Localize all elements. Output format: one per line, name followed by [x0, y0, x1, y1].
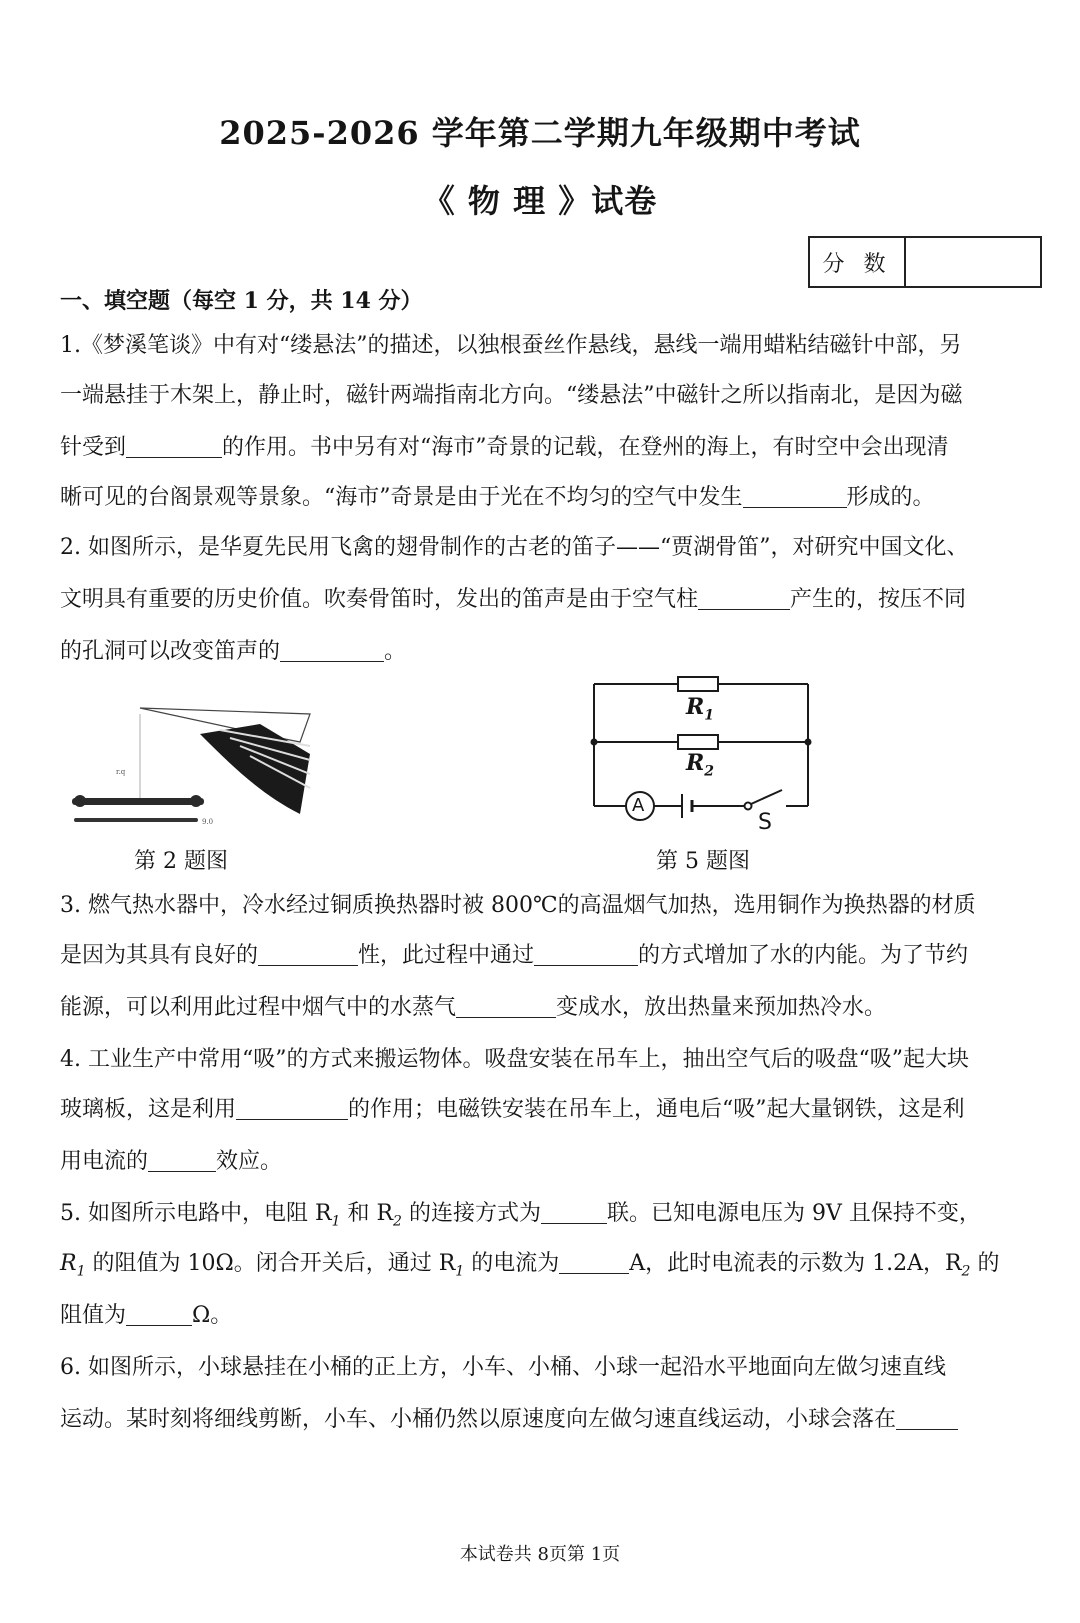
q4-line1: 4. 工业生产中常用“吸”的方式来搬运物体。吸盘安装在吊车上，抽出空气后的吸盘“吸”起大块 [60, 1047, 969, 1072]
q5-line1 [60, 1196, 981, 1229]
q5-line3 [60, 1298, 232, 1329]
q2-text: 。 [384, 639, 407, 664]
score-box [808, 236, 1042, 288]
q1-line1: 1.《梦溪笔谈》中有对“缕悬法”的描述，以独根蚕丝作悬线，悬线一端用蜡粘结磁针中部，另 [60, 333, 962, 358]
q3-text: 变成水，放出热量来预加热冷水。 [556, 995, 887, 1020]
subscript: 2 [961, 1263, 971, 1280]
resistor-r2-label [686, 750, 714, 779]
q4-text: 的作用；电磁铁安装在吊车上，通电后“吸”起大量钢铁，这是利 [348, 1097, 965, 1122]
q5-text: 的电流为 [464, 1251, 560, 1276]
r1-letter: R [686, 694, 705, 720]
answer-blank[interactable] [541, 1201, 607, 1224]
q5-text: 的阻值为 10Ω。闭合开关后，通过 R [85, 1251, 456, 1276]
score-label: 分 数 [810, 238, 906, 286]
figure-5-caption: 第 5 题图 [656, 849, 750, 874]
q2-line2 [60, 582, 966, 613]
ammeter-label: A [632, 795, 645, 816]
q4-text: 效应。 [216, 1149, 283, 1174]
answer-blank[interactable] [280, 639, 384, 662]
resistor-r1-label [686, 694, 714, 723]
q5-text: 阻值为 [60, 1303, 127, 1328]
q3-text: 能源，可以利用此过程中烟气中的水蒸气 [60, 995, 457, 1020]
page-footer: 本试卷共 8页第 1页 [459, 1544, 621, 1565]
answer-blank[interactable] [896, 1407, 958, 1430]
q3-line2 [60, 938, 968, 969]
subject-title: 《 物 理 》试卷 [422, 182, 658, 220]
q5-text: A，此时电流表的示数为 1.2A，R [629, 1251, 962, 1276]
r1-subscript: 1 [704, 707, 715, 724]
figure-2-caption: 第 2 题图 [134, 849, 228, 874]
q1-line3 [60, 430, 949, 461]
figure-2 [60, 694, 320, 834]
bone-flute-illustration [60, 694, 320, 834]
exam-title: 2025-2026 学年第二学期九年级期中考试 [219, 114, 861, 152]
q5-text: R [60, 1251, 77, 1276]
answer-blank[interactable] [534, 943, 638, 966]
subscript: 2 [393, 1213, 402, 1230]
q1-text: 针受到 [60, 435, 127, 460]
switch-label: S [758, 810, 772, 835]
q3-line1: 3. 燃气热水器中，冷水经过铜质换热器时被 800℃的高温烟气加热，选用铜作为换热器的材质 [60, 893, 976, 918]
q5-text: 的连接方式为 [401, 1201, 541, 1226]
q3-text: 性，此过程中通过 [358, 943, 535, 968]
subscript: 1 [76, 1263, 86, 1280]
score-value-cell[interactable] [906, 238, 1040, 286]
r2-letter: R [686, 750, 705, 776]
q3-line3 [60, 990, 886, 1021]
answer-blank[interactable] [258, 943, 358, 966]
q4-text: 用电流的 [60, 1149, 149, 1174]
figure-5-circuit [586, 672, 826, 842]
q5-text: 和 R [340, 1201, 394, 1226]
svg-text:r.q: r.q [116, 768, 126, 776]
q5-text: Ω。 [192, 1303, 233, 1328]
r2-subscript: 2 [704, 763, 715, 780]
q5-line2 [60, 1246, 999, 1279]
subscript: 1 [331, 1213, 341, 1230]
q5-text: 5. 如图所示电路中，电阻 R [60, 1201, 332, 1226]
q4-line2 [60, 1092, 965, 1123]
q5-text: 的 [970, 1251, 1000, 1276]
answer-blank[interactable] [148, 1149, 216, 1172]
answer-blank[interactable] [559, 1251, 629, 1274]
q2-text: 文明具有重要的历史价值。吹奏骨笛时，发出的笛声是由于空气柱 [60, 587, 699, 612]
q1-line4 [60, 480, 935, 511]
q1-text: 的作用。书中另有对“海市”奇景的记载，在登州的海上，有时空中会出现清 [222, 435, 949, 460]
answer-blank[interactable] [456, 995, 556, 1018]
q6-line1: 6. 如图所示，小球悬挂在小桶的正上方，小车、小桶、小球一起沿水平地面向左做匀速直线 [60, 1355, 946, 1380]
q4-text: 玻璃板，这是利用 [60, 1097, 237, 1122]
q1-text: 形成的。 [846, 485, 935, 510]
answer-blank[interactable] [236, 1097, 348, 1120]
q1-text: 晰可见的台阁景观等景象。“海市”奇景是由于光在不均匀的空气中发生 [60, 485, 743, 510]
svg-text:9.0: 9.0 [202, 818, 214, 826]
subscript: 1 [455, 1263, 465, 1280]
answer-blank[interactable] [698, 587, 790, 610]
q1-line2: 一端悬挂于木架上，静止时，磁针两端指南北方向。“缕悬法”中磁针之所以指南北，是因为磁 [60, 383, 963, 408]
answer-blank[interactable] [126, 1303, 192, 1326]
q3-text: 的方式增加了水的内能。为了节约 [638, 943, 969, 968]
q2-text: 产生的，按压不同 [790, 587, 967, 612]
section-heading: 一、填空题（每空 1 分，共 14 分） [60, 288, 423, 314]
answer-blank[interactable] [743, 485, 847, 508]
q2-text: 的孔洞可以改变笛声的 [60, 639, 281, 664]
q4-line3 [60, 1144, 282, 1175]
q3-text: 是因为其具有良好的 [60, 943, 259, 968]
q5-text: 联。已知电源电压为 9V 且保持不变， [606, 1201, 981, 1226]
q2-line3 [60, 634, 406, 665]
q6-text: 运动。某时刻将细线剪断，小车、小桶仍然以原速度向左做匀速直线运动，小球会落在 [60, 1407, 897, 1432]
q6-line2 [60, 1402, 958, 1433]
q2-line1: 2. 如图所示，是华夏先民用飞禽的翅骨制作的古老的笛子——“贾湖骨笛”，对研究中国文化、 [60, 535, 969, 560]
answer-blank[interactable] [126, 435, 222, 458]
